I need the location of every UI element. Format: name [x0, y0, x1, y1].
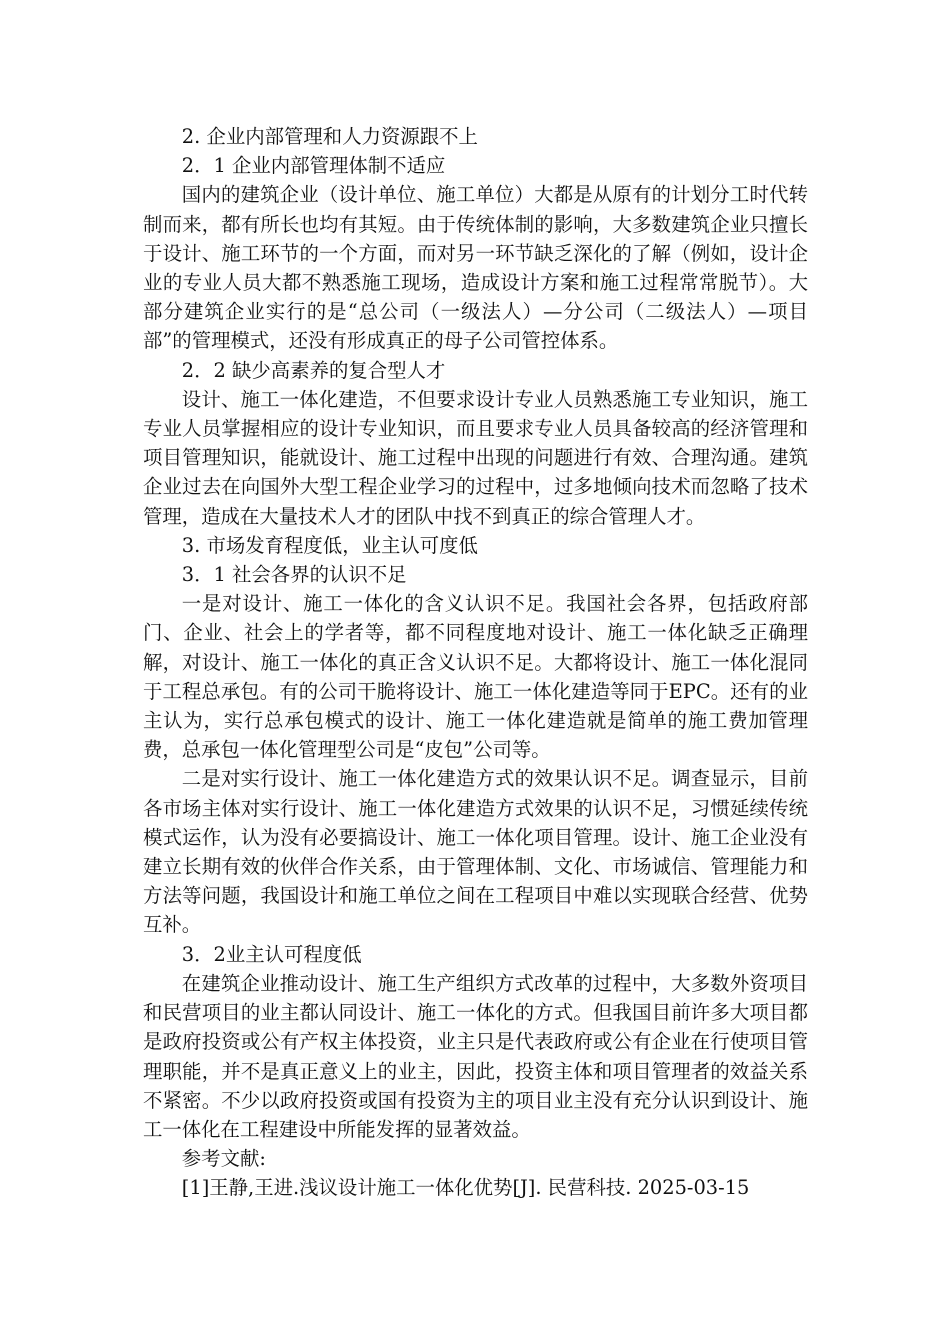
subsection-heading-2-1: 2．1 企业内部管理体制不适应 — [181, 154, 446, 178]
paragraph-composite-talent: 设计、施工一体化建造，不但要求设计专业人员熟悉施工专业知识，施工专业人员掌握相应的设计专业知识，而且要求专业人员具备较高的经济管理和项目管理知识，能就设计、施工过程中出现的问题进行有效、合理沟通。建筑企业过去在向国外大型工程企业学习的过程中，过多地倾向技术而忽略了技术管理，造成在大量技术人才的团队中找不到真正的综合管理人才。 — [143, 387, 808, 528]
reference-item-1: [1]王静,王进.浅议设计施工一体化优势[J]. 民营科技. 2025-03-15 — [181, 1176, 750, 1200]
subsection-heading-3-1: 3．1 社会各界的认识不足 — [181, 563, 407, 587]
document-body — [143, 122, 808, 1203]
references-heading: 参考文献: — [181, 1147, 266, 1171]
subsection-heading-2-2: 2．2 缺少高素养的复合型人才 — [181, 358, 446, 382]
section-heading-3: 3. 市场发育程度低，业主认可度低 — [181, 533, 478, 557]
paragraph-owner-recognition: 在建筑企业推动设计、施工生产组织方式改革的过程中，大多数外资项目和民营项目的业主都认同设计、施工一体化的方式。但我国目前许多大项目都是政府投资或公有产权主体投资，业主只是代表政府或公有企业在行使项目管理职能，并不是真正意义上的业主，因此，投资主体和项目管理者的效益关系不紧密。不少以政府投资或国有投资为主的项目业主没有充分认识到设计、施工一体化在工程建设中所能发挥的显著效益。 — [143, 971, 808, 1141]
paragraph-effect-understanding: 二是对实行设计、施工一体化建造方式的效果认识不足。调查显示，目前各市场主体对实行设计、施工一体化建造方式效果的认识不足，习惯延续传统模式运作，认为没有必要搞设计、施工一体化项目管理。设计、施工企业没有建立长期有效的伙伴合作关系，由于管理体制、文化、市场诚信、管理能力和方法等问题，我国设计和施工单位之间在工程项目中难以实现联合经营、优势互补。 — [143, 767, 808, 937]
subsection-heading-3-2: 3．2业主认可程度低 — [181, 942, 362, 966]
section-heading-2: 2. 企业内部管理和人力资源跟不上 — [181, 125, 478, 148]
paragraph-meaning-understanding: 一是对设计、施工一体化的含义认识不足。我国社会各界，包括政府部门、企业、社会上的学者等，都不同程度地对设计、施工一体化缺乏正确理解，对设计、施工一体化的真正含义认识不足。大都将设计、施工一体化混同于工程总承包。有的公司干脆将设计、施工一体化建造等同于EPC。还有的业主认为，实行总承包模式的设计、施工一体化建造就是简单的施工费加管理费，总承包一体化管理型公司是“皮包”公司等。 — [143, 592, 808, 762]
paragraph-management-system: 国内的建筑企业（设计单位、施工单位）大都是从原有的计划分工时代转制而来，都有所长也均有其短。由于传统体制的影响，大多数建筑企业只擅长于设计、施工环节的一个方面，而对另一环节缺乏深化的了解（例如，设计企业的专业人员大都不熟悉施工现场，造成设计方案和施工过程常常脱节）。大部分建筑企业实行的是“总公司（一级法人）—分公司（二级法人）—项目部”的管理模式，还没有形成真正的母子公司管控体系。 — [143, 183, 808, 353]
